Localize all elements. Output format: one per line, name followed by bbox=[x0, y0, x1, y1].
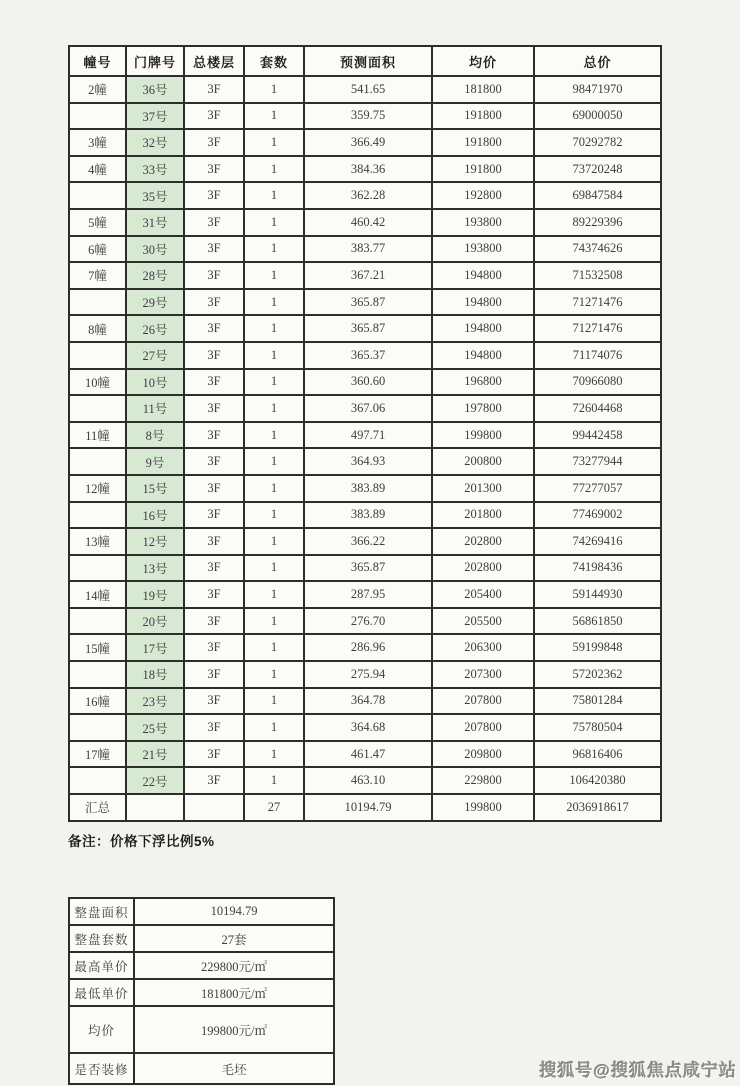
floors-cell: 3F bbox=[184, 395, 244, 422]
units-cell: 1 bbox=[244, 741, 304, 768]
table-row bbox=[69, 395, 661, 422]
column-header: 总价 bbox=[534, 46, 661, 76]
floors-cell: 3F bbox=[184, 422, 244, 449]
units-cell: 1 bbox=[244, 767, 304, 794]
area-cell: 359.75 bbox=[304, 103, 432, 130]
floors-cell: 3F bbox=[184, 608, 244, 635]
units-cell: 1 bbox=[244, 422, 304, 449]
door-cell bbox=[126, 794, 184, 821]
units-cell: 1 bbox=[244, 369, 304, 396]
total-cell: 75801284 bbox=[534, 688, 661, 715]
total-cell: 74198436 bbox=[534, 555, 661, 582]
area-cell: 360.60 bbox=[304, 369, 432, 396]
building-cell: 6幢 bbox=[69, 236, 126, 263]
floors-cell: 3F bbox=[184, 289, 244, 316]
summary-table bbox=[68, 897, 335, 1085]
floors-cell: 3F bbox=[184, 262, 244, 289]
table-row bbox=[69, 741, 661, 768]
total-row bbox=[69, 794, 661, 821]
note-text: 备注：价格下浮比例5% bbox=[68, 834, 215, 849]
table-row bbox=[69, 289, 661, 316]
area-cell: 10194.79 bbox=[304, 794, 432, 821]
units-cell: 1 bbox=[244, 182, 304, 209]
price-cell: 229800 bbox=[432, 767, 534, 794]
table-row bbox=[69, 315, 661, 342]
area-cell: 367.21 bbox=[304, 262, 432, 289]
door-cell: 33号 bbox=[126, 156, 184, 183]
summary-label: 是否装修 bbox=[69, 1053, 134, 1084]
area-cell: 497.71 bbox=[304, 422, 432, 449]
total-cell: 99442458 bbox=[534, 422, 661, 449]
summary-table-body bbox=[69, 898, 334, 1084]
price-cell: 194800 bbox=[432, 342, 534, 369]
price-cell: 201800 bbox=[432, 502, 534, 529]
building-cell bbox=[69, 395, 126, 422]
door-cell: 25号 bbox=[126, 714, 184, 741]
door-cell: 28号 bbox=[126, 262, 184, 289]
units-cell: 1 bbox=[244, 555, 304, 582]
area-cell: 383.77 bbox=[304, 236, 432, 263]
table-row bbox=[69, 156, 661, 183]
floors-cell: 3F bbox=[184, 103, 244, 130]
table-row bbox=[69, 182, 661, 209]
area-cell: 366.49 bbox=[304, 129, 432, 156]
floors-cell: 3F bbox=[184, 448, 244, 475]
units-cell: 1 bbox=[244, 608, 304, 635]
price-cell: 196800 bbox=[432, 369, 534, 396]
floors-cell: 3F bbox=[184, 236, 244, 263]
units-cell: 1 bbox=[244, 475, 304, 502]
area-cell: 364.78 bbox=[304, 688, 432, 715]
floors-cell: 3F bbox=[184, 342, 244, 369]
building-cell: 13幢 bbox=[69, 528, 126, 555]
summary-label: 整盘套数 bbox=[69, 925, 134, 952]
units-cell: 1 bbox=[244, 395, 304, 422]
building-cell bbox=[69, 448, 126, 475]
price-table-header bbox=[69, 46, 661, 76]
table-row bbox=[69, 448, 661, 475]
table-row bbox=[69, 422, 661, 449]
area-cell: 362.28 bbox=[304, 182, 432, 209]
building-cell: 14幢 bbox=[69, 581, 126, 608]
price-cell: 192800 bbox=[432, 182, 534, 209]
price-cell: 191800 bbox=[432, 156, 534, 183]
table-row bbox=[69, 767, 661, 794]
price-cell: 202800 bbox=[432, 528, 534, 555]
summary-value: 229800元/㎡ bbox=[134, 952, 334, 979]
total-cell: 57202362 bbox=[534, 661, 661, 688]
units-cell: 1 bbox=[244, 289, 304, 316]
summary-value: 毛坯 bbox=[134, 1053, 334, 1084]
units-cell: 1 bbox=[244, 502, 304, 529]
table-row bbox=[69, 475, 661, 502]
door-cell: 21号 bbox=[126, 741, 184, 768]
building-cell bbox=[69, 555, 126, 582]
units-cell: 1 bbox=[244, 262, 304, 289]
door-cell: 22号 bbox=[126, 767, 184, 794]
price-cell: 191800 bbox=[432, 129, 534, 156]
floors-cell: 3F bbox=[184, 475, 244, 502]
total-cell: 71532508 bbox=[534, 262, 661, 289]
units-cell: 1 bbox=[244, 315, 304, 342]
building-cell: 7幢 bbox=[69, 262, 126, 289]
building-cell bbox=[69, 661, 126, 688]
building-cell: 17幢 bbox=[69, 741, 126, 768]
price-cell: 199800 bbox=[432, 794, 534, 821]
area-cell: 286.96 bbox=[304, 634, 432, 661]
door-cell: 20号 bbox=[126, 608, 184, 635]
door-cell: 13号 bbox=[126, 555, 184, 582]
building-cell bbox=[69, 767, 126, 794]
table-row bbox=[69, 369, 661, 396]
price-cell: 201300 bbox=[432, 475, 534, 502]
building-cell: 8幢 bbox=[69, 315, 126, 342]
floors-cell: 3F bbox=[184, 714, 244, 741]
building-cell: 16幢 bbox=[69, 688, 126, 715]
units-cell: 1 bbox=[244, 688, 304, 715]
table-row bbox=[69, 555, 661, 582]
building-cell bbox=[69, 182, 126, 209]
column-header: 门牌号 bbox=[126, 46, 184, 76]
price-cell: 207800 bbox=[432, 688, 534, 715]
floors-cell: 3F bbox=[184, 76, 244, 103]
total-cell: 73720248 bbox=[534, 156, 661, 183]
area-cell: 275.94 bbox=[304, 661, 432, 688]
units-cell: 1 bbox=[244, 448, 304, 475]
total-cell: 69000050 bbox=[534, 103, 661, 130]
building-cell: 3幢 bbox=[69, 129, 126, 156]
summary-value: 199800元/㎡ bbox=[134, 1006, 334, 1053]
total-cell: 106420380 bbox=[534, 767, 661, 794]
door-cell: 23号 bbox=[126, 688, 184, 715]
area-cell: 460.42 bbox=[304, 209, 432, 236]
column-header: 预测面积 bbox=[304, 46, 432, 76]
price-cell: 207800 bbox=[432, 714, 534, 741]
table-row bbox=[69, 608, 661, 635]
table-row bbox=[69, 528, 661, 555]
floors-cell: 3F bbox=[184, 369, 244, 396]
floors-cell: 3F bbox=[184, 129, 244, 156]
area-cell: 461.47 bbox=[304, 741, 432, 768]
total-cell: 75780504 bbox=[534, 714, 661, 741]
summary-row bbox=[69, 952, 334, 979]
summary-value: 27套 bbox=[134, 925, 334, 952]
units-cell: 1 bbox=[244, 714, 304, 741]
summary-label: 均价 bbox=[69, 1006, 134, 1053]
total-cell: 71174076 bbox=[534, 342, 661, 369]
table-row bbox=[69, 688, 661, 715]
price-cell: 194800 bbox=[432, 289, 534, 316]
total-cell: 89229396 bbox=[534, 209, 661, 236]
area-cell: 383.89 bbox=[304, 502, 432, 529]
area-cell: 463.10 bbox=[304, 767, 432, 794]
building-cell bbox=[69, 103, 126, 130]
floors-cell: 3F bbox=[184, 502, 244, 529]
total-cell: 73277944 bbox=[534, 448, 661, 475]
total-cell: 69847584 bbox=[534, 182, 661, 209]
total-cell: 71271476 bbox=[534, 315, 661, 342]
total-cell: 70292782 bbox=[534, 129, 661, 156]
summary-label: 最低单价 bbox=[69, 979, 134, 1006]
total-cell: 72604468 bbox=[534, 395, 661, 422]
area-cell: 364.68 bbox=[304, 714, 432, 741]
header-row bbox=[69, 46, 661, 76]
column-header: 总楼层 bbox=[184, 46, 244, 76]
summary-row bbox=[69, 1006, 334, 1053]
units-cell: 1 bbox=[244, 581, 304, 608]
price-cell: 199800 bbox=[432, 422, 534, 449]
total-cell: 74374626 bbox=[534, 236, 661, 263]
door-cell: 31号 bbox=[126, 209, 184, 236]
table-row bbox=[69, 661, 661, 688]
watermark-text: 搜狐号@搜狐焦点咸宁站 bbox=[539, 1061, 737, 1080]
floors-cell bbox=[184, 794, 244, 821]
units-cell: 1 bbox=[244, 661, 304, 688]
units-cell: 27 bbox=[244, 794, 304, 821]
area-cell: 383.89 bbox=[304, 475, 432, 502]
area-cell: 366.22 bbox=[304, 528, 432, 555]
building-cell: 5幢 bbox=[69, 209, 126, 236]
summary-value: 10194.79 bbox=[134, 898, 334, 925]
door-cell: 27号 bbox=[126, 342, 184, 369]
units-cell: 1 bbox=[244, 528, 304, 555]
building-cell bbox=[69, 342, 126, 369]
floors-cell: 3F bbox=[184, 156, 244, 183]
price-table-body bbox=[69, 76, 661, 821]
price-cell: 205400 bbox=[432, 581, 534, 608]
floors-cell: 3F bbox=[184, 528, 244, 555]
door-cell: 37号 bbox=[126, 103, 184, 130]
door-cell: 16号 bbox=[126, 502, 184, 529]
door-cell: 18号 bbox=[126, 661, 184, 688]
building-cell: 12幢 bbox=[69, 475, 126, 502]
total-cell: 98471970 bbox=[534, 76, 661, 103]
price-cell: 194800 bbox=[432, 315, 534, 342]
units-cell: 1 bbox=[244, 103, 304, 130]
building-cell: 4幢 bbox=[69, 156, 126, 183]
area-cell: 365.87 bbox=[304, 315, 432, 342]
total-cell: 2036918617 bbox=[534, 794, 661, 821]
summary-row bbox=[69, 925, 334, 952]
table-row bbox=[69, 634, 661, 661]
floors-cell: 3F bbox=[184, 209, 244, 236]
door-cell: 36号 bbox=[126, 76, 184, 103]
price-cell: 202800 bbox=[432, 555, 534, 582]
units-cell: 1 bbox=[244, 129, 304, 156]
units-cell: 1 bbox=[244, 209, 304, 236]
door-cell: 15号 bbox=[126, 475, 184, 502]
table-row bbox=[69, 103, 661, 130]
price-cell: 191800 bbox=[432, 103, 534, 130]
total-cell: 59144930 bbox=[534, 581, 661, 608]
price-cell: 209800 bbox=[432, 741, 534, 768]
summary-value: 181800元/㎡ bbox=[134, 979, 334, 1006]
floors-cell: 3F bbox=[184, 581, 244, 608]
units-cell: 1 bbox=[244, 76, 304, 103]
door-cell: 30号 bbox=[126, 236, 184, 263]
table-row bbox=[69, 342, 661, 369]
total-cell: 96816406 bbox=[534, 741, 661, 768]
table-row bbox=[69, 714, 661, 741]
building-cell bbox=[69, 714, 126, 741]
building-cell: 汇总 bbox=[69, 794, 126, 821]
door-cell: 8号 bbox=[126, 422, 184, 449]
total-cell: 77277057 bbox=[534, 475, 661, 502]
floors-cell: 3F bbox=[184, 182, 244, 209]
total-cell: 70966080 bbox=[534, 369, 661, 396]
area-cell: 365.37 bbox=[304, 342, 432, 369]
table-row bbox=[69, 209, 661, 236]
price-cell: 194800 bbox=[432, 262, 534, 289]
building-cell bbox=[69, 289, 126, 316]
floors-cell: 3F bbox=[184, 741, 244, 768]
table-row bbox=[69, 76, 661, 103]
area-cell: 384.36 bbox=[304, 156, 432, 183]
floors-cell: 3F bbox=[184, 634, 244, 661]
area-cell: 276.70 bbox=[304, 608, 432, 635]
table-row bbox=[69, 236, 661, 263]
area-cell: 365.87 bbox=[304, 555, 432, 582]
area-cell: 287.95 bbox=[304, 581, 432, 608]
area-cell: 541.65 bbox=[304, 76, 432, 103]
table-row bbox=[69, 502, 661, 529]
column-header: 均价 bbox=[432, 46, 534, 76]
column-header: 幢号 bbox=[69, 46, 126, 76]
column-header: 套数 bbox=[244, 46, 304, 76]
door-cell: 11号 bbox=[126, 395, 184, 422]
total-cell: 74269416 bbox=[534, 528, 661, 555]
total-cell: 71271476 bbox=[534, 289, 661, 316]
summary-row bbox=[69, 979, 334, 1006]
table-row bbox=[69, 581, 661, 608]
floors-cell: 3F bbox=[184, 555, 244, 582]
area-cell: 367.06 bbox=[304, 395, 432, 422]
floors-cell: 3F bbox=[184, 767, 244, 794]
total-cell: 59199848 bbox=[534, 634, 661, 661]
floors-cell: 3F bbox=[184, 688, 244, 715]
summary-label: 最高单价 bbox=[69, 952, 134, 979]
price-cell: 193800 bbox=[432, 209, 534, 236]
building-cell bbox=[69, 502, 126, 529]
units-cell: 1 bbox=[244, 156, 304, 183]
units-cell: 1 bbox=[244, 634, 304, 661]
total-cell: 77469002 bbox=[534, 502, 661, 529]
building-cell bbox=[69, 608, 126, 635]
door-cell: 9号 bbox=[126, 448, 184, 475]
floors-cell: 3F bbox=[184, 315, 244, 342]
area-cell: 364.93 bbox=[304, 448, 432, 475]
building-cell: 11幢 bbox=[69, 422, 126, 449]
door-cell: 17号 bbox=[126, 634, 184, 661]
price-cell: 193800 bbox=[432, 236, 534, 263]
area-cell: 365.87 bbox=[304, 289, 432, 316]
units-cell: 1 bbox=[244, 342, 304, 369]
floors-cell: 3F bbox=[184, 661, 244, 688]
total-cell: 56861850 bbox=[534, 608, 661, 635]
summary-row bbox=[69, 1053, 334, 1084]
door-cell: 35号 bbox=[126, 182, 184, 209]
table-row bbox=[69, 129, 661, 156]
price-cell: 207300 bbox=[432, 661, 534, 688]
building-cell: 10幢 bbox=[69, 369, 126, 396]
price-cell: 200800 bbox=[432, 448, 534, 475]
door-cell: 19号 bbox=[126, 581, 184, 608]
price-cell: 197800 bbox=[432, 395, 534, 422]
door-cell: 29号 bbox=[126, 289, 184, 316]
door-cell: 32号 bbox=[126, 129, 184, 156]
units-cell: 1 bbox=[244, 236, 304, 263]
building-cell: 2幢 bbox=[69, 76, 126, 103]
door-cell: 26号 bbox=[126, 315, 184, 342]
price-cell: 181800 bbox=[432, 76, 534, 103]
price-table bbox=[68, 45, 662, 822]
summary-label: 整盘面积 bbox=[69, 898, 134, 925]
price-cell: 206300 bbox=[432, 634, 534, 661]
door-cell: 10号 bbox=[126, 369, 184, 396]
table-row bbox=[69, 262, 661, 289]
price-cell: 205500 bbox=[432, 608, 534, 635]
door-cell: 12号 bbox=[126, 528, 184, 555]
summary-row bbox=[69, 898, 334, 925]
building-cell: 15幢 bbox=[69, 634, 126, 661]
